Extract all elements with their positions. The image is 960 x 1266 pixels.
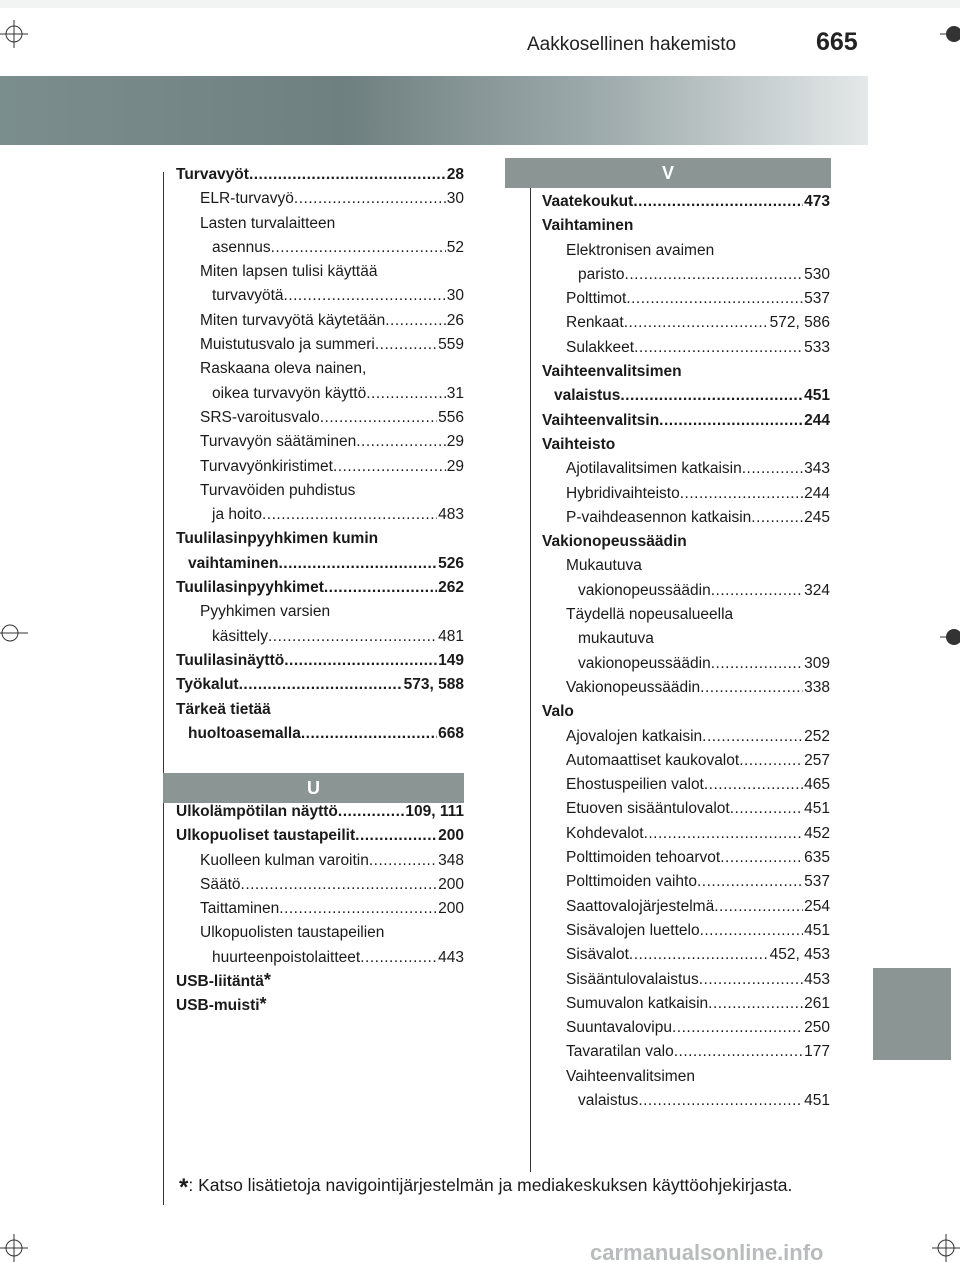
index-entry [176, 800, 464, 824]
column-rule-middle [530, 172, 531, 1172]
dot-leader [356, 430, 446, 454]
dot-leader [284, 649, 437, 673]
index-entry [176, 897, 464, 921]
index-entry [176, 406, 464, 430]
index-entry-page: 309 [804, 654, 830, 672]
index-entry-text: Lasten turvalaitteen [200, 214, 336, 232]
index-entry-page: 537 [804, 290, 830, 308]
index-entry-text: Vaihteenvalitsimen [542, 363, 682, 381]
dot-leader [239, 673, 403, 697]
index-entry-text: Tuulilasinpyyhkimet [176, 579, 324, 597]
crop-mark-bottom-right [932, 1234, 960, 1262]
index-entry-text: Polttimoiden vaihto [566, 873, 697, 891]
index-entry [176, 649, 464, 673]
index-entry [176, 849, 464, 873]
dot-leader [271, 236, 446, 260]
index-entry-text: Vaihteenvalitsin [542, 411, 660, 429]
index-entry-text: Valo [542, 703, 574, 721]
index-entry-text: paristo [578, 265, 625, 283]
index-entry-text: Automaattiset kaukovalot [566, 751, 740, 769]
index-entry [542, 749, 830, 773]
dot-leader [279, 897, 437, 921]
index-entry-page: 483 [438, 506, 464, 524]
index-entry [542, 530, 830, 554]
index-column-2 [542, 190, 830, 1113]
index-entry [542, 700, 830, 724]
index-entry-text: huurteenpoistolaitteet [212, 948, 361, 966]
index-entry-page: 200 [438, 827, 464, 845]
index-entry-usb-liitanta: USB-liitäntä [176, 973, 264, 991]
dot-leader [320, 406, 437, 430]
index-entry [176, 212, 464, 236]
index-entry-text: Pyyhkimen varsien [200, 603, 331, 621]
index-entry-usb-muisti: USB-muisti [176, 997, 260, 1015]
index-entry [542, 968, 830, 992]
index-entry [542, 773, 830, 797]
dot-leader [672, 1016, 803, 1040]
index-entry [542, 506, 830, 530]
index-entry [542, 384, 830, 408]
dot-leader [720, 846, 803, 870]
footnote-asterisk: * [179, 1174, 189, 1201]
section-header-v: V [505, 158, 831, 188]
index-entry-page: 177 [804, 1043, 830, 1061]
index-entry-page: 52 [446, 238, 464, 256]
index-entry-page: 451 [804, 387, 830, 405]
dot-leader [262, 503, 437, 527]
index-entry-text: Sulakkeet [566, 338, 635, 356]
index-entry [176, 576, 464, 600]
index-entry [542, 311, 830, 335]
index-entry-page: 465 [804, 776, 830, 794]
index-entry [176, 284, 464, 308]
index-entry-text: käsittely [212, 627, 268, 645]
index-entry-text: Kohdevalot [566, 824, 644, 842]
index-entry-page: 26 [446, 311, 464, 329]
index-entry [176, 430, 464, 454]
dot-leader [624, 311, 769, 335]
index-entry-text: Työkalut [176, 676, 239, 694]
index-entry [176, 382, 464, 406]
index-entry [176, 357, 464, 381]
index-entry-text: turvavyötä [212, 287, 284, 305]
index-entry-text: Täydellä nopeusalueella [566, 606, 734, 624]
index-entry-text: Vaihteisto [542, 435, 616, 453]
index-entry-text: Tuulilasinpyyhkimen kumin [176, 530, 379, 548]
index-entry [542, 895, 830, 919]
index-entry-text: P-vaihdeasennon katkaisin [566, 508, 752, 526]
dot-leader [360, 946, 437, 970]
index-entry-page: 452, 453 [769, 946, 830, 964]
index-entry-text: vakionopeussäädin [578, 654, 711, 672]
index-entry [542, 1089, 830, 1113]
index-entry-text: Suuntavalovipu [566, 1019, 672, 1037]
index-entry-text: Ajovalojen katkaisin [566, 727, 703, 745]
index-list-u [176, 800, 464, 970]
index-entry [542, 627, 830, 651]
dot-leader [674, 1040, 803, 1064]
dot-leader [294, 187, 446, 211]
index-entry-page: 200 [438, 900, 464, 918]
index-entry [542, 579, 830, 603]
index-entry-text: Ajotilavalitsimen katkaisin [566, 460, 742, 478]
index-entry-text: Tärkeä tietää [176, 700, 271, 718]
index-entry [176, 552, 464, 576]
dot-leader [700, 676, 803, 700]
dot-leader [366, 382, 446, 406]
index-entry-page: 453 [804, 970, 830, 988]
index-entry [176, 455, 464, 479]
dot-leader [369, 849, 437, 873]
index-entry [176, 946, 464, 970]
index-entry [176, 673, 464, 697]
dot-leader [268, 625, 437, 649]
index-entry-text: ELR-turvavyö [200, 190, 294, 208]
dot-leader [711, 652, 803, 676]
index-entry-page: 573, 588 [403, 676, 464, 694]
index-entry-text: Vakionopeussäädin [542, 533, 687, 551]
index-entry-page: 254 [804, 897, 830, 915]
index-entry-page: 262 [438, 579, 464, 597]
index-entry-page: 261 [804, 994, 830, 1012]
index-entry-text: Polttimoiden tehoarvot [566, 849, 721, 867]
dot-leader [699, 968, 803, 992]
index-entry-page: 343 [804, 460, 830, 478]
crop-mark-top-left [0, 20, 28, 48]
dot-leader [625, 263, 804, 287]
index-entry-page: 324 [804, 581, 830, 599]
dot-leader [700, 919, 804, 943]
index-entry-text: Turvavöiden puhdistus [200, 481, 356, 499]
index-entry-text: Turvavyöt [176, 166, 249, 183]
index-entry [542, 652, 830, 676]
crop-mark-right-middle [940, 623, 960, 651]
index-entry-page: 572, 586 [769, 314, 830, 332]
index-entry-page: 635 [804, 849, 830, 867]
index-entry [176, 503, 464, 527]
index-entry [176, 824, 464, 848]
index-entry-page: 109, 111 [405, 803, 464, 820]
dot-leader [714, 895, 803, 919]
index-entry-text: Polttimot [566, 290, 627, 308]
index-entry-text: Miten lapsen tulisi käyttää [200, 263, 378, 281]
index-column-1-u [176, 800, 464, 1019]
dot-leader [284, 284, 446, 308]
index-entry-page: 257 [804, 751, 830, 769]
header-band [0, 76, 868, 145]
index-entry-page: 30 [446, 287, 464, 305]
index-entry-text: Raskaana oleva nainen, [200, 360, 367, 378]
index-entry-page: 443 [438, 948, 464, 966]
index-entry-page: 200 [438, 875, 464, 893]
index-entry-page: 452 [804, 824, 830, 842]
index-entry [176, 163, 464, 187]
index-entry-page: 245 [804, 508, 830, 526]
index-entry [176, 309, 464, 333]
index-entry-text: SRS-varoitusvalo [200, 408, 320, 426]
index-entry-text: Ulkolämpötilan näyttö [176, 803, 338, 820]
index-entry-page: 537 [804, 873, 830, 891]
dot-leader [638, 1089, 803, 1113]
dot-leader [375, 333, 437, 357]
dot-leader [659, 409, 803, 433]
index-entry-text: Taittaminen [200, 900, 280, 918]
index-entry-text: Sisääntulovalaistus [566, 970, 699, 988]
index-entry-page: 451 [804, 800, 830, 818]
index-entry-text: Vaihteenvalitsimen [566, 1067, 695, 1085]
index-entry-page: 31 [446, 384, 464, 402]
index-entry [542, 919, 830, 943]
index-entry-text: Ulkopuolisten taustapeilien [200, 924, 385, 942]
index-entry [542, 263, 830, 287]
index-entry-text: Elektronisen avaimen [566, 241, 715, 259]
index-entry [542, 190, 830, 214]
index-entry [542, 433, 830, 457]
dot-leader [249, 163, 446, 187]
index-entry [542, 1040, 830, 1064]
column-rule-left [163, 172, 164, 1205]
index-entry-text: Mukautuva [566, 557, 642, 575]
dot-leader [751, 506, 803, 530]
section-header-u: U [163, 773, 464, 803]
index-entry [176, 873, 464, 897]
index-entry-text: Sumuvalon katkaisin [566, 994, 709, 1012]
dot-leader [629, 943, 769, 967]
index-entry-text: vaihtaminen [188, 554, 279, 572]
dot-leader [634, 336, 803, 360]
index-entry [176, 698, 464, 722]
index-entry [176, 479, 464, 503]
index-entry-text: Turvavyönkiristimet [200, 457, 333, 475]
crop-mark-top-right [940, 20, 960, 48]
dot-leader [742, 457, 803, 481]
index-entry-text: Muistutusvalo ja summeri [200, 336, 375, 354]
index-entry-text: Etuoven sisääntulovalot [566, 800, 730, 818]
index-entry-page: 338 [804, 678, 830, 696]
index-entry-page: 451 [804, 1091, 830, 1109]
index-entry-text: valaistus [578, 1091, 639, 1109]
dot-leader [324, 576, 437, 600]
index-entry-page: 559 [438, 336, 464, 354]
index-entry [542, 943, 830, 967]
top-strip [0, 0, 960, 8]
dot-leader [626, 287, 803, 311]
dot-leader [278, 552, 437, 576]
dot-leader [704, 773, 803, 797]
index-entry-text: Vakionopeussäädin [566, 678, 701, 696]
index-entry [542, 822, 830, 846]
index-entry: USB-muisti * [176, 994, 464, 1018]
dot-leader [301, 722, 437, 746]
dot-leader [739, 749, 803, 773]
index-entry [176, 722, 464, 746]
dot-leader [711, 579, 803, 603]
index-entry-text: Tavaratilan valo [566, 1043, 674, 1061]
index-column-1 [176, 163, 464, 746]
index-entry-page: 526 [438, 554, 464, 572]
index-entry-text: Saattovalojärjestelmä [566, 897, 715, 915]
index-entry [176, 260, 464, 284]
index-entry [542, 992, 830, 1016]
index-entry [542, 214, 830, 238]
index-entry-page: 451 [804, 921, 830, 939]
index-entry-text: ja hoito [212, 506, 262, 524]
index-entry [176, 527, 464, 551]
index-entry-text: Ehostuspeilien valot [566, 776, 704, 794]
index-entry [542, 1016, 830, 1040]
dot-leader [644, 822, 804, 846]
index-entry-page: 533 [804, 338, 830, 356]
index-entry-page: 29 [446, 457, 464, 475]
index-entry [542, 1065, 830, 1089]
dot-leader [333, 455, 446, 479]
dot-leader [241, 873, 438, 897]
index-entry [176, 921, 464, 945]
index-entry-page: 244 [804, 411, 830, 429]
index-entry-page: 244 [804, 484, 830, 502]
index-entry-text: valaistus [554, 387, 621, 405]
index-entry-text: Miten turvavyötä käytetään [200, 311, 386, 329]
index-entry-text: Ulkopuoliset taustapeilit [176, 827, 356, 845]
dot-leader [633, 190, 803, 214]
index-entry [542, 287, 830, 311]
footnote [179, 1174, 792, 1202]
index-list-t [176, 163, 464, 746]
page-number: 665 [816, 28, 858, 56]
index-entry-text: oikea turvavyön käyttö [212, 384, 367, 402]
index-entry-page: 473 [804, 193, 830, 210]
index-entry-text: Tuulilasinäyttö [176, 651, 285, 669]
index-entry-page: 481 [438, 627, 464, 645]
index-entry-text: Vaatekoukut [542, 193, 634, 210]
index-entry-text: vakionopeussäädin [578, 581, 711, 599]
index-entry: USB-liitäntä * [176, 970, 464, 994]
dot-leader [702, 725, 803, 749]
index-entry-text: Renkaat [566, 314, 624, 332]
index-entry [542, 797, 830, 821]
index-entry-page: 250 [804, 1019, 830, 1037]
index-entry [176, 236, 464, 260]
index-entry-page: 668 [438, 724, 464, 742]
index-entry [542, 603, 830, 627]
index-entry-text: Vaihtaminen [542, 217, 634, 235]
crop-mark-left-middle [0, 619, 28, 647]
watermark: carmanualsonline.info [590, 1240, 824, 1265]
index-entry [542, 409, 830, 433]
index-entry [542, 554, 830, 578]
index-entry-page: 348 [438, 851, 464, 869]
index-entry-page: 252 [804, 727, 830, 745]
index-entry [176, 187, 464, 211]
index-entry-page: 530 [804, 265, 830, 283]
header-title: Aakkosellinen hakemisto [527, 34, 737, 55]
dot-leader [620, 384, 803, 408]
index-entry-page: 556 [438, 408, 464, 426]
dot-leader [355, 824, 437, 848]
side-tab [873, 968, 951, 1060]
dot-leader [338, 800, 404, 824]
index-entry [542, 870, 830, 894]
index-entry [542, 676, 830, 700]
index-entry [176, 625, 464, 649]
index-entry-page: 149 [438, 651, 464, 669]
index-entry [542, 482, 830, 506]
index-entry-page: 29 [446, 433, 464, 451]
index-entry-text: huoltoasemalla [188, 724, 301, 742]
index-entry-text: Sisävalojen luettelo [566, 921, 700, 939]
dot-leader [708, 992, 803, 1016]
dot-leader [697, 870, 803, 894]
index-entry-page: 28 [446, 166, 464, 183]
index-entry-page: 30 [446, 190, 464, 208]
dot-leader [385, 309, 446, 333]
index-entry [542, 725, 830, 749]
index-entry [542, 360, 830, 384]
index-entry-text: Hybridivaihteisto [566, 484, 680, 502]
index-entry-text: Kuolleen kulman varoitin [200, 851, 369, 869]
index-entry [542, 457, 830, 481]
footnote-text: : Katso lisätietoja navigointijärjestelmän ja mediakeskuksen käyttöohjekirjasta. [188, 1175, 793, 1195]
index-entry-text: Säätö [200, 875, 241, 893]
index-entry [542, 239, 830, 263]
crop-mark-bottom-left [0, 1234, 28, 1262]
index-entry-text: Sisävalot [566, 946, 629, 964]
index-entry [542, 846, 830, 870]
index-entry-text: Turvavyön säätäminen [200, 433, 357, 451]
index-entry [176, 600, 464, 624]
index-entry-text: mukautuva [578, 630, 654, 648]
index-entry [542, 336, 830, 360]
dot-leader [730, 797, 803, 821]
index-list-v [542, 190, 830, 1113]
dot-leader [680, 482, 803, 506]
index-entry [176, 333, 464, 357]
index-entry-text: asennus [212, 238, 271, 256]
